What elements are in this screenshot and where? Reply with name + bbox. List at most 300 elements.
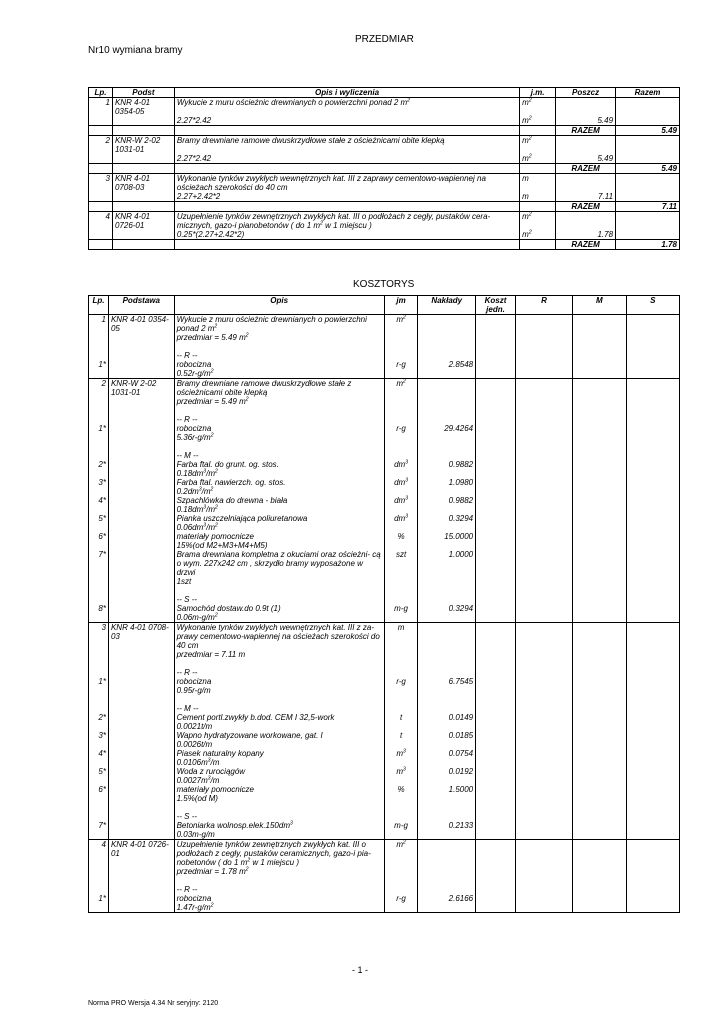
row-lp: 4* xyxy=(89,496,109,514)
razem-lp-empty xyxy=(89,126,113,136)
przedmiar-item-row xyxy=(89,174,680,193)
row-podstawa xyxy=(108,550,174,586)
przedmiar-item-row xyxy=(89,98,680,117)
row-lp: 1* xyxy=(89,360,109,379)
row-opis: Wapno hydratyzowane workowane, gat. I 0.0026t/m xyxy=(174,731,384,749)
row-m xyxy=(573,406,626,424)
row-koszt xyxy=(476,379,516,407)
calc-poszcz: 5.49 xyxy=(556,154,616,164)
row-podstawa xyxy=(108,731,174,749)
row-podstawa xyxy=(108,532,174,550)
razem-jm-empty xyxy=(520,202,556,212)
row-lp xyxy=(89,442,109,460)
col-podst: Podst xyxy=(112,88,174,98)
row-s xyxy=(626,532,679,550)
page-title: PRZEDMIAR xyxy=(355,34,414,45)
row-s xyxy=(626,460,679,478)
calc-lp-empty xyxy=(89,116,113,126)
row-opis: Betoniarka $wolnosp.elek.150dm^3$ 0.03m-g/m xyxy=(174,821,384,840)
row-m xyxy=(573,424,626,442)
row-lp xyxy=(89,406,109,424)
row-m xyxy=(573,604,626,623)
kosztorys-resource-row xyxy=(89,532,680,550)
row-jm: $dm^3$ xyxy=(384,478,418,496)
row-koszt xyxy=(476,749,516,767)
row-r xyxy=(515,379,572,407)
row-m xyxy=(573,442,626,460)
calc-razem-empty xyxy=(616,230,680,240)
row-r xyxy=(515,315,572,343)
row-opis: Samochód dostaw.do 0.9t (1) $0.06m-g/m^2$ xyxy=(174,604,384,623)
row-lp: 2* xyxy=(89,713,109,731)
row-podstawa: KNR 4-01 0708-03 xyxy=(108,623,174,660)
row-naklady xyxy=(418,406,476,424)
row-koszt xyxy=(476,514,516,532)
row-jm xyxy=(384,586,418,604)
row-m xyxy=(573,659,626,677)
row-koszt xyxy=(476,695,516,713)
row-podstawa xyxy=(108,659,174,677)
row-koszt xyxy=(476,460,516,478)
row-jm: t xyxy=(384,713,418,731)
row-lp: 1* xyxy=(89,894,109,913)
row-naklady xyxy=(418,659,476,677)
przedmiar-item-row xyxy=(89,136,680,155)
row-lp: 2* xyxy=(89,460,109,478)
row-naklady: 0.3294 xyxy=(418,604,476,623)
row-r xyxy=(515,360,572,379)
row-koszt xyxy=(476,550,516,586)
razem-jm-empty xyxy=(520,126,556,136)
row-podstawa xyxy=(108,604,174,623)
row-podstawa xyxy=(108,821,174,840)
calc-lp-empty xyxy=(89,192,113,202)
row-jm xyxy=(384,876,418,894)
row-naklady xyxy=(418,876,476,894)
calc-podst-empty xyxy=(112,230,174,240)
calc-razem-empty xyxy=(616,154,680,164)
przedmiar-table xyxy=(88,87,680,250)
kosztorys-position-row xyxy=(89,840,680,877)
row-m xyxy=(573,731,626,749)
row-m xyxy=(573,623,626,660)
row-opis: -- R -- xyxy=(174,876,384,894)
col-jm: j.m. xyxy=(520,88,556,98)
row-podstawa xyxy=(108,360,174,379)
row-jm xyxy=(384,342,418,360)
row-jm: $m^3$ xyxy=(384,767,418,785)
row-opis: robocizna $5.36r-g/m^2$ xyxy=(174,424,384,442)
item-jm: $m^2$ xyxy=(520,212,556,231)
kosztorys-resource-row xyxy=(89,514,680,532)
row-jm: t xyxy=(384,731,418,749)
row-opis: Uzupełnienie tynków zewnętrznych zwykłych kat. III o podłożach z cegły, pustaków ceramicznych, gazo-i pia- nobetonów ( do 1 $m^2$ w 1 miejscu ) przedmiar = 1.78 $m^2$ xyxy=(174,840,384,877)
row-naklady: 1.0000 xyxy=(418,550,476,586)
kosztorys-resource-row xyxy=(89,677,680,695)
row-r xyxy=(515,767,572,785)
row-koszt xyxy=(476,604,516,623)
row-r xyxy=(515,532,572,550)
row-s xyxy=(626,550,679,586)
kcol-r: R xyxy=(515,296,572,315)
row-koszt xyxy=(476,424,516,442)
item-opis: Uzupełnienie tynków zewnętrznych zwykłych kat. III o podłożach z cegły, pustaków cera- micznych, gazo-i pianobetonów ( do 1 $m^2$ w 1 miejscu ) xyxy=(174,212,519,231)
row-naklady: 2.8548 xyxy=(418,360,476,379)
row-s xyxy=(626,315,679,343)
kosztorys-resource-row xyxy=(89,424,680,442)
row-podstawa xyxy=(108,894,174,913)
row-m xyxy=(573,550,626,586)
row-m xyxy=(573,360,626,379)
kcol-opis: Opis xyxy=(174,296,384,315)
row-opis: Farba ftal. do grunt. og. stos. $0.18dm^3/m^2$ xyxy=(174,460,384,478)
row-r xyxy=(515,623,572,660)
row-m xyxy=(573,460,626,478)
row-s xyxy=(626,424,679,442)
razem-jm-empty xyxy=(520,164,556,174)
kcol-jm: jm xyxy=(384,296,418,315)
row-naklady xyxy=(418,342,476,360)
row-koszt xyxy=(476,315,516,343)
calc-expression: 2.27+2.42*2 xyxy=(174,192,519,202)
razem-value: 1.78 xyxy=(616,240,680,250)
row-lp: 7* xyxy=(89,821,109,840)
razem-opis-empty xyxy=(174,126,519,136)
row-r xyxy=(515,604,572,623)
row-podstawa xyxy=(108,496,174,514)
row-jm: $dm^3$ xyxy=(384,514,418,532)
row-lp: 4 xyxy=(89,840,109,877)
row-jm xyxy=(384,803,418,821)
row-jm xyxy=(384,659,418,677)
kosztorys-resource-row xyxy=(89,496,680,514)
row-m xyxy=(573,749,626,767)
row-r xyxy=(515,424,572,442)
row-opis: -- M -- xyxy=(174,442,384,460)
row-r xyxy=(515,460,572,478)
row-opis: Cement portl.zwykły b.dod. CEM I 32,5-work 0.0021t/m xyxy=(174,713,384,731)
row-s xyxy=(626,514,679,532)
row-lp: 7* xyxy=(89,550,109,586)
calc-expression: 2.27*2.42 xyxy=(174,116,519,126)
row-podstawa xyxy=(108,442,174,460)
row-koszt xyxy=(476,659,516,677)
row-podstawa xyxy=(108,424,174,442)
kosztorys-resource-row xyxy=(89,767,680,785)
row-r xyxy=(515,749,572,767)
row-podstawa: KNR 4-01 0354-05 xyxy=(108,315,174,343)
col-lp: Lp. xyxy=(89,88,113,98)
przedmiar-razem-row xyxy=(89,164,680,174)
row-podstawa xyxy=(108,677,174,695)
row-jm: r-g xyxy=(384,424,418,442)
row-jm: r-g xyxy=(384,360,418,379)
row-naklady: 6.7545 xyxy=(418,677,476,695)
document-subtitle: Nr10 wymiana bramy xyxy=(88,45,183,56)
row-r xyxy=(515,677,572,695)
row-s xyxy=(626,442,679,460)
row-podstawa xyxy=(108,514,174,532)
kosztorys-resource-row xyxy=(89,406,680,424)
row-lp: 1* xyxy=(89,424,109,442)
row-m xyxy=(573,532,626,550)
row-m xyxy=(573,894,626,913)
razem-opis-empty xyxy=(174,164,519,174)
calc-poszcz: 5.49 xyxy=(556,116,616,126)
kosztorys-resource-row xyxy=(89,785,680,803)
row-naklady: 0.3294 xyxy=(418,514,476,532)
razem-podst-empty xyxy=(112,240,174,250)
kosztorys-resource-row xyxy=(89,749,680,767)
row-opis: Woda z rurociągów $0.0027m^3/m$ xyxy=(174,767,384,785)
row-s xyxy=(626,876,679,894)
row-jm: % xyxy=(384,532,418,550)
przedmiar-razem-row xyxy=(89,202,680,212)
row-opis: -- R -- xyxy=(174,342,384,360)
row-s xyxy=(626,659,679,677)
page-number: - 1 - xyxy=(352,965,369,975)
kosztorys-resource-row xyxy=(89,731,680,749)
calc-expression: 0.25*(2.27+2.42*2) xyxy=(174,230,519,240)
row-r xyxy=(515,695,572,713)
calc-jm: $m^2$ xyxy=(520,230,556,240)
przedmiar-razem-row xyxy=(89,126,680,136)
row-r xyxy=(515,478,572,496)
calc-lp-empty xyxy=(89,154,113,164)
row-naklady: 15.0000 xyxy=(418,532,476,550)
row-r xyxy=(515,586,572,604)
row-s xyxy=(626,379,679,407)
item-poszcz-empty xyxy=(556,98,616,117)
row-lp: 5* xyxy=(89,514,109,532)
item-jm: $m^2$ xyxy=(520,98,556,117)
item-lp: 3 xyxy=(89,174,113,193)
item-razem-empty xyxy=(616,136,680,155)
row-lp: 5* xyxy=(89,767,109,785)
row-koszt xyxy=(476,478,516,496)
row-m xyxy=(573,713,626,731)
row-koszt xyxy=(476,586,516,604)
row-naklady xyxy=(418,315,476,343)
row-r xyxy=(515,514,572,532)
kcol-podstawa: Podstawa xyxy=(108,296,174,315)
row-m xyxy=(573,876,626,894)
row-r xyxy=(515,840,572,877)
row-r xyxy=(515,821,572,840)
row-koszt xyxy=(476,623,516,660)
row-lp xyxy=(89,586,109,604)
row-s xyxy=(626,803,679,821)
row-m xyxy=(573,586,626,604)
row-koszt xyxy=(476,840,516,877)
item-lp: 4 xyxy=(89,212,113,231)
kcol-koszt: Koszt jedn. xyxy=(476,296,516,315)
row-koszt xyxy=(476,785,516,803)
row-m xyxy=(573,840,626,877)
row-podstawa xyxy=(108,342,174,360)
row-naklady xyxy=(418,840,476,877)
row-koszt xyxy=(476,803,516,821)
row-r xyxy=(515,731,572,749)
kosztorys-resource-row xyxy=(89,659,680,677)
razem-opis-empty xyxy=(174,240,519,250)
row-opis: Piasek naturalny kopany $0.0106m^3/m$ xyxy=(174,749,384,767)
calc-podst-empty xyxy=(112,154,174,164)
row-koszt xyxy=(476,406,516,424)
software-footer: Norma PRO Wersja 4.34 Nr seryjny: 2120 xyxy=(88,1000,219,1007)
row-jm: m-g xyxy=(384,821,418,840)
row-m xyxy=(573,695,626,713)
item-podstawa: KNR 4-01 0354-05 xyxy=(112,98,174,117)
row-s xyxy=(626,342,679,360)
przedmiar-item-row xyxy=(89,212,680,231)
kosztorys-resource-row xyxy=(89,360,680,379)
row-podstawa xyxy=(108,749,174,767)
kosztorys-resource-row xyxy=(89,876,680,894)
razem-podst-empty xyxy=(112,202,174,212)
razem-lp-empty xyxy=(89,164,113,174)
row-podstawa xyxy=(108,876,174,894)
row-m xyxy=(573,379,626,407)
kosztorys-resource-row xyxy=(89,713,680,731)
row-jm: $m^2$ xyxy=(384,379,418,407)
row-s xyxy=(626,604,679,623)
item-lp: 1 xyxy=(89,98,113,117)
razem-label: RAZEM xyxy=(556,126,616,136)
row-jm: $m^3$ xyxy=(384,749,418,767)
row-m xyxy=(573,767,626,785)
row-opis: materiały pomocnicze 1.5%(od M) xyxy=(174,785,384,803)
row-jm: % xyxy=(384,785,418,803)
row-opis: Wykonanie tynków zwykłych wewnętrznych kat. III z za- prawy cementowo-wapiennej na ościeżach szerokości do 40 cm przedmiar = 7.11 m xyxy=(174,623,384,660)
przedmiar-calc-row xyxy=(89,116,680,126)
row-podstawa xyxy=(108,713,174,731)
col-razem: Razem xyxy=(616,88,680,98)
row-podstawa xyxy=(108,586,174,604)
row-r xyxy=(515,496,572,514)
razem-value: 5.49 xyxy=(616,126,680,136)
row-koszt xyxy=(476,677,516,695)
kcol-lp: Lp. xyxy=(89,296,109,315)
calc-podst-empty xyxy=(112,116,174,126)
row-m xyxy=(573,677,626,695)
row-naklady xyxy=(418,379,476,407)
row-koszt xyxy=(476,767,516,785)
item-razem-empty xyxy=(616,174,680,193)
row-koszt xyxy=(476,894,516,913)
row-lp xyxy=(89,342,109,360)
row-jm xyxy=(384,695,418,713)
row-lp: 2 xyxy=(89,379,109,407)
row-r xyxy=(515,785,572,803)
item-jm: $m^2$ xyxy=(520,136,556,155)
kosztorys-resource-row xyxy=(89,460,680,478)
row-m xyxy=(573,803,626,821)
row-opis: Bramy drewniane ramowe dwuskrzydłowe stałe z ościeżnicami obite klepką przedmiar = 5.49 $m^2$ xyxy=(174,379,384,407)
row-opis: -- M -- xyxy=(174,695,384,713)
row-opis: -- R -- xyxy=(174,406,384,424)
row-naklady: 2.6166 xyxy=(418,894,476,913)
razem-jm-empty xyxy=(520,240,556,250)
row-s xyxy=(626,496,679,514)
item-lp: 2 xyxy=(89,136,113,155)
kosztorys-title: KOSZTORYS xyxy=(353,279,415,290)
col-opis: Opis i wyliczenia xyxy=(174,88,519,98)
row-jm xyxy=(384,406,418,424)
row-naklady: 0.0149 xyxy=(418,713,476,731)
calc-razem-empty xyxy=(616,192,680,202)
row-r xyxy=(515,406,572,424)
kosztorys-position-row xyxy=(89,379,680,407)
row-lp xyxy=(89,659,109,677)
calc-poszcz: 1.78 xyxy=(556,230,616,240)
item-opis: Wykucie z muru ościeżnic drewnianych o powierzchni ponad 2 $m^2$ xyxy=(174,98,519,117)
kosztorys-resource-row xyxy=(89,342,680,360)
row-naklady: 0.0185 xyxy=(418,731,476,749)
row-naklady xyxy=(418,586,476,604)
kosztorys-table xyxy=(88,295,680,913)
row-lp: 8* xyxy=(89,604,109,623)
razem-lp-empty xyxy=(89,240,113,250)
calc-poszcz: 7.11 xyxy=(556,192,616,202)
row-s xyxy=(626,749,679,767)
row-naklady: 1.0980 xyxy=(418,478,476,496)
row-podstawa: KNR 4-01 0726-01 xyxy=(108,840,174,877)
row-s xyxy=(626,695,679,713)
row-m xyxy=(573,342,626,360)
row-koszt xyxy=(476,342,516,360)
item-razem-empty xyxy=(616,98,680,117)
row-s xyxy=(626,840,679,877)
row-s xyxy=(626,894,679,913)
kcol-m: M xyxy=(573,296,626,315)
row-koszt xyxy=(476,821,516,840)
row-jm xyxy=(384,442,418,460)
kosztorys-resource-row xyxy=(89,442,680,460)
row-opis: robocizna $1.47r-g/m^2$ xyxy=(174,894,384,913)
row-podstawa xyxy=(108,478,174,496)
row-opis: Farba ftal. nawierzch. og. stos. $0.2dm^3/m^2$ xyxy=(174,478,384,496)
row-lp xyxy=(89,803,109,821)
row-opis: Wykucie z muru ościeżnic drewnianych o powierzchni ponad 2 $m^2$ przedmiar = 5.49 $m^2$ xyxy=(174,315,384,343)
row-opis: -- S -- xyxy=(174,803,384,821)
row-naklady: 1.5000 xyxy=(418,785,476,803)
kosztorys-resource-row xyxy=(89,695,680,713)
row-opis: Szpachlówka do drewna - biała $0.18dm^3/m^2$ xyxy=(174,496,384,514)
row-s xyxy=(626,785,679,803)
row-koszt xyxy=(476,731,516,749)
row-podstawa xyxy=(108,460,174,478)
row-s xyxy=(626,767,679,785)
item-poszcz-empty xyxy=(556,212,616,231)
przedmiar-calc-row xyxy=(89,154,680,164)
row-opis: Brama drewniana kompletna z okuciami oraz ościeżni- cą o wym. 227x242 cm , skrzydło bramy wyposażone w drzwi 1szt xyxy=(174,550,384,586)
row-podstawa: KNR-W 2-02 1031-01 xyxy=(108,379,174,407)
row-s xyxy=(626,586,679,604)
row-s xyxy=(626,623,679,660)
row-s xyxy=(626,821,679,840)
calc-expression: 2.27*2.42 xyxy=(174,154,519,164)
row-naklady xyxy=(418,623,476,660)
row-jm: $dm^3$ xyxy=(384,496,418,514)
razem-label: RAZEM xyxy=(556,202,616,212)
razem-label: RAZEM xyxy=(556,164,616,174)
row-naklady: 0.2133 xyxy=(418,821,476,840)
row-naklady xyxy=(418,695,476,713)
item-razem-empty xyxy=(616,212,680,231)
razem-value: 7.11 xyxy=(616,202,680,212)
row-jm: $dm^3$ xyxy=(384,460,418,478)
